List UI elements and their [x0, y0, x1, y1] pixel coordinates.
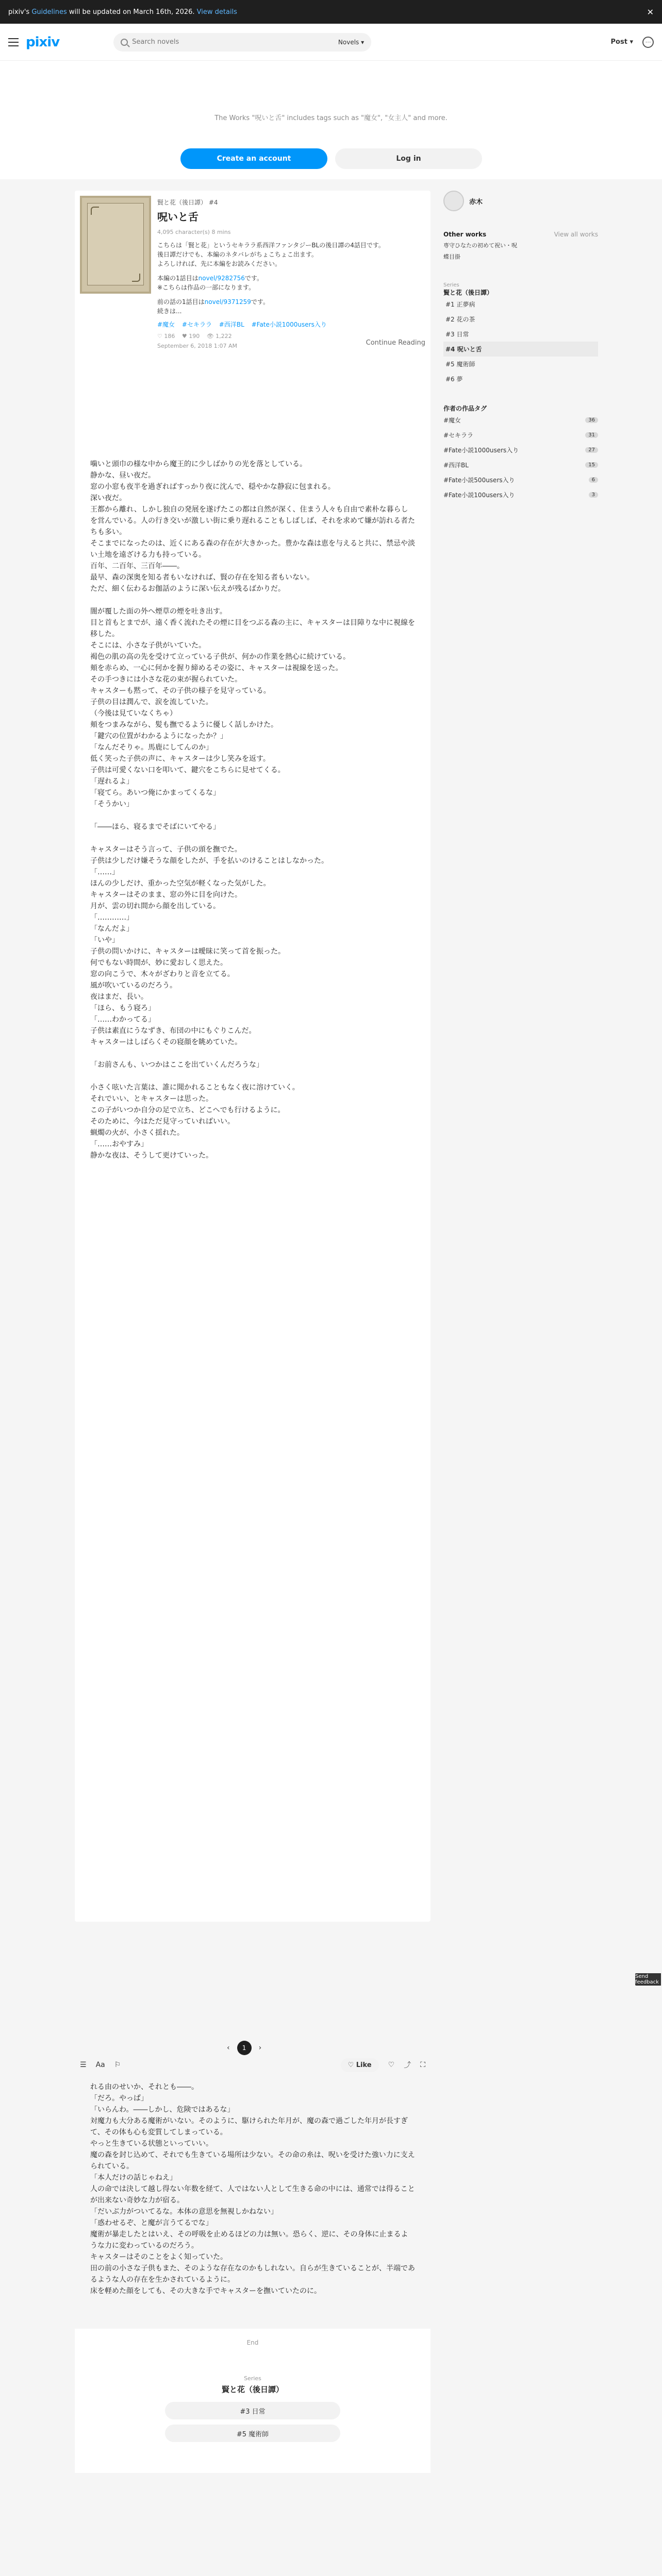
site-header	[0, 24, 662, 61]
bookmark-count: ♥ 190	[181, 333, 200, 340]
guidelines-link[interactable]: Guidelines	[31, 8, 67, 16]
body-paragraph: 月が、雲の切れ間から顔を出している。	[90, 902, 220, 910]
body-paragraph: 褐色の肌の高の先を受けて立っている子供が、何かの作業を熱心に続けている。	[90, 653, 350, 661]
sidebar-episode-item[interactable]: #3 日常	[445, 331, 469, 338]
like-button[interactable]: ♡ Like	[341, 2058, 379, 2072]
author-tags-header: 作者の作品タグ	[443, 405, 487, 412]
search-bar[interactable]	[113, 33, 371, 52]
novel-body	[90, 459, 415, 1161]
tag-count: 6	[589, 477, 598, 483]
tag-link[interactable]: #Fate小説1000users入り	[251, 321, 327, 328]
body-paragraph: 田の前の小さな子供もまた、そのような存在なのかもしれない。自らが生きていることが、半端であるような人の存在を生かされているように。	[90, 2264, 415, 2284]
body-paragraph: 「鍵穴の位置がわかるようになったか？」	[90, 732, 227, 740]
novel-cover[interactable]	[80, 196, 151, 294]
signup-promo	[0, 61, 662, 179]
view-details-link[interactable]: View details	[196, 8, 237, 16]
login-button[interactable]: Log in	[335, 148, 482, 169]
body-paragraph: キャスターはそのことをよく知っていた。	[90, 2253, 227, 2261]
body-paragraph: 「……わかってる」	[90, 1015, 155, 1024]
body-paragraph: 「だいぶ力がついてるな。本体の意思を無視しかねない」	[90, 2208, 278, 2216]
continue-reading-link[interactable]: Continue Reading	[366, 339, 425, 347]
banner-text: pixiv's Guidelines will be updated on March 16th, 2026. View details	[8, 8, 237, 16]
sidebar-series-name[interactable]: 賢と花（後日譚）	[443, 289, 493, 296]
body-paragraph: 窓の向こうで、木々がざわりと音を立てる。	[90, 970, 235, 978]
body-paragraph	[90, 1048, 415, 1059]
body-paragraph: 人の命では決して越し得ない年数を経て、人ではない人として生きる命の中には、通常では得ることが出来ない奇妙な力が宿る。	[90, 2185, 415, 2205]
body-paragraph: 魔術が暴走したとはいえ、その呼吸を止めるほどの力は無い。恐らく、逆に、その身体に止まるような力に変わっているのだろう。	[90, 2230, 408, 2250]
body-paragraph	[90, 810, 415, 821]
body-paragraph: 蝋燭の火が、小さく揺れた。	[90, 1129, 184, 1137]
tag-link[interactable]: #魔女	[157, 321, 175, 328]
pixiv-logo[interactable]: pixiv	[26, 34, 60, 50]
series-line[interactable]: 賢と花（後日譚） #4	[157, 199, 218, 206]
body-paragraph: 目と首もとまでが、遠く香く流れたその煙に目をつぶる森の主に、キャスターは目障りな中に視線を移した。	[90, 619, 415, 638]
tag-count: 15	[585, 462, 598, 468]
sidebar-tag-row[interactable]	[443, 487, 598, 502]
avatar[interactable]	[443, 191, 464, 211]
body-paragraph: ほんの少しだけ、重かった空気が軽くなった気がした。	[90, 879, 271, 888]
sidebar-episode-item[interactable]: #6 夢	[445, 376, 463, 383]
body-paragraph: 対魔力も大分ある魔術がいない。そのように、駆けられた年月が、魔の森で過ごした年月が長すぎて、その体も心も変質してしまっている。	[90, 2117, 408, 2137]
body-paragraph: 静かな、昼い夜だ。	[90, 471, 155, 480]
sidebar-tag-row[interactable]	[443, 443, 598, 457]
body-paragraph: 魔の森を封じ込めて、それでも生きている場所は少ない。その命の糸は、呪いを受けた強い力に支えられている。	[90, 2151, 415, 2171]
sidebar-episode-item[interactable]: #4 呪いと舌	[443, 342, 598, 357]
view-count: 👁 1,222	[206, 333, 232, 340]
body-paragraph: 「…………」	[90, 913, 134, 922]
guidelines-banner	[0, 0, 662, 24]
body-paragraph: 静かな夜は、そうして更けていった。	[90, 1151, 213, 1160]
prev-page-icon[interactable]: ‹	[227, 2044, 230, 2052]
body-paragraph	[90, 833, 415, 844]
search-scope-select[interactable]: Novels ▾	[338, 38, 365, 46]
body-paragraph: そのために、今はただ見守っていればいい。	[90, 1117, 235, 1126]
sidebar-episode-item[interactable]: #1 正夢病	[445, 301, 475, 308]
sidebar-tag-row[interactable]	[443, 472, 598, 487]
body-paragraph: 低く笑った子供の声に、キャスターは少し笑みを返す。	[90, 755, 270, 763]
novel-link[interactable]: novel/9282756	[198, 275, 245, 282]
menu-icon[interactable]	[8, 38, 19, 46]
body-paragraph	[90, 595, 415, 606]
sidebar-tag-row[interactable]	[443, 428, 598, 443]
search-input[interactable]	[132, 38, 338, 46]
body-paragraph: やっと生きている状態といっていい。	[90, 2140, 213, 2148]
tag-name[interactable]: #Fate小説100users入り	[443, 492, 515, 499]
tag-name[interactable]: #魔女	[443, 417, 461, 424]
prev-episode-button[interactable]: #3 日常	[165, 2402, 340, 2419]
tag-count: 27	[585, 447, 598, 453]
series-label: Series	[244, 2375, 261, 2382]
body-paragraph: キャスターはそう言って、子供の頭を撫でた。	[90, 845, 242, 854]
body-paragraph: 「……」	[90, 868, 119, 876]
series-name[interactable]: 賢と花（後日譚）	[221, 2385, 284, 2394]
other-works-header: Other works View all works	[443, 231, 598, 238]
body-paragraph: 子供の問いかけに、キャスターは曖昧に笑って首を振った。	[90, 947, 285, 956]
post-date: September 6, 2018 1:07 AM	[157, 343, 237, 349]
create-account-button[interactable]: Create an account	[180, 148, 327, 169]
body-paragraph: それでいい、とキャスターは思った。	[90, 1095, 213, 1103]
bookmark-icon[interactable]: ⚐	[114, 2061, 121, 2069]
sidebar	[443, 191, 598, 502]
sidebar-episode-item[interactable]: #5 魔術師	[445, 361, 475, 368]
body-paragraph: 「なんだそりゃ。馬鹿にしてんのか」	[90, 743, 213, 752]
body-paragraph	[90, 1071, 415, 1082]
body-paragraph: 子供の目は潤んで、涙を流していた。	[90, 698, 213, 706]
body-paragraph: 「惑わせるぞ、と魔が言うてるでな」	[90, 2219, 213, 2227]
tag-link[interactable]: #西洋BL	[219, 321, 244, 328]
tag-link[interactable]: #セキララ	[181, 321, 212, 328]
font-size-icon[interactable]: Aa	[95, 2061, 105, 2069]
tag-list	[157, 320, 425, 329]
body-paragraph: 「お前さんも、いつかはここを出ていくんだろうな」	[90, 1061, 263, 1069]
tag-count: 3	[589, 492, 598, 498]
other-work-link[interactable]: 蝶目掛	[443, 253, 460, 260]
body-paragraph: 夜はまだ、長い。	[90, 993, 148, 1001]
sidebar-tag-row[interactable]	[443, 457, 598, 472]
body-paragraph: 頬をつまみながら、髪も撫でるように優しく話しかけた。	[90, 721, 278, 729]
works-tag-text: The Works "呪いと舌" includes tags such as "魔女", "女主人" and more.	[214, 114, 448, 122]
prev-novel-link[interactable]: novel/9371259	[204, 298, 251, 306]
body-paragraph: 「――ほら、寝るまでそばにいてやる」	[90, 823, 220, 831]
body-paragraph: その手つきには小さな花の束が握られていた。	[90, 675, 242, 684]
body-paragraph: この子がいつか自分の足で立ち、どこへでも行けるように。	[90, 1106, 285, 1114]
search-icon	[121, 39, 128, 46]
tag-count: 36	[585, 417, 598, 423]
body-paragraph: キャスターはしばらくその寝顔を眺めていた。	[90, 1038, 242, 1046]
body-paragraph: 「そうかい」	[90, 800, 134, 808]
sidebar-episode-item[interactable]: #2 花の茶	[445, 316, 475, 323]
view-all-works-link[interactable]: View all works	[554, 231, 598, 238]
body-paragraph: （今後は見ていなくちゃ）	[90, 709, 177, 718]
more-icon[interactable]: ⋯	[642, 37, 654, 48]
body-paragraph: 「寝てら。あいつ俺にかまってくるな」	[90, 789, 220, 797]
body-paragraph: 小さく呟いた言葉は、誰に聞かれることもなく夜に溶けていく。	[90, 1083, 300, 1092]
body-paragraph: 百年、二百年、三百年――。	[90, 562, 184, 570]
send-feedback-button[interactable]: Send feedback	[635, 1973, 661, 1986]
body-paragraph: 「ほら、もう寝ろ」	[90, 1004, 155, 1012]
work-caption: こちらは「賢と花」というセキララ系西洋ファンタジーBLの後日譚の4話目です。 後日譚だけでも、本編のネタバレがちょこちょこ出ます。 よろしければ、先に本編をお読みください。 本編の1話目はnovel/9282756です。 ※こちらは作品の一部になります。 前の話の1話目はnovel/9371259です。 続きは...	[157, 242, 385, 315]
post-button[interactable]: Post ▾	[610, 38, 633, 46]
body-paragraph: 子供は少しだけ嫌そうな顔をしたが、手を払いのけることはしなかった。	[90, 857, 328, 865]
like-count: ♡ 186	[157, 333, 175, 340]
author-block[interactable]	[443, 191, 598, 211]
end-block	[75, 2329, 431, 2473]
next-page-icon[interactable]: ›	[258, 2044, 262, 2052]
body-paragraph: 頬を赤らめ、一心に何かを握り締めるその姿に、キャスターは視線を送った。	[90, 664, 343, 672]
body-paragraph: そこには、小さな子供がいていた。	[90, 641, 206, 650]
tag-name[interactable]: #セキララ	[443, 432, 474, 439]
body-paragraph: 風が吹いているのだろう。	[90, 981, 177, 990]
body-paragraph: 「なんだよ」	[90, 925, 134, 933]
body-paragraph: 何でもない時間が、妙に愛おしく思えた。	[90, 959, 227, 967]
body-paragraph: 床を軽めた顔をしても、その大きな手でキャスターを撫いていたのに。	[90, 2287, 321, 2295]
current-page[interactable]: 1	[237, 2041, 252, 2055]
body-paragraph: 「……おやすみ」	[90, 1140, 148, 1148]
body-paragraph: 深い夜だ。	[90, 494, 126, 502]
work-title: 呪いと舌	[157, 211, 198, 223]
body-paragraph: ただ、細く伝わるお伽話のように深い伝えが残るばかりだ。	[90, 585, 285, 593]
novel-body-continued	[90, 2081, 415, 2297]
body-paragraph: そこまでになったのは、近くにある森の存在が大きかった。豊かな森は恵を与えると共に、禁忌や淡い土地を遠ざける力も持っている。	[90, 539, 415, 559]
body-paragraph: キャスターはそのまま、窓の外に目を向けた。	[90, 891, 242, 899]
body-paragraph: 子供は素直にうなずき、布団の中にもぐりこんだ。	[90, 1027, 256, 1035]
sidebar-tag-row[interactable]	[443, 413, 598, 428]
body-paragraph: 「本人だけの話じゃねえ」	[90, 2174, 177, 2182]
body-paragraph: 窓の小窓も夜半を過ぎればすっかり夜に沈んで、穏やかな静寂に包まれる。	[90, 483, 335, 491]
body-paragraph: 子供は可愛くない口を叩いて、鍵穴をこちらに見せてくる。	[90, 766, 285, 774]
other-work-link[interactable]: 専守ひなたの初めて祝い・呪	[443, 242, 517, 249]
tag-name[interactable]: #西洋BL	[443, 462, 469, 469]
end-label: End	[246, 2339, 259, 2346]
body-paragraph: 「いらんわ。――しかし、危険ではあるな」	[90, 2106, 235, 2114]
series-episode-list: Series 賢と花（後日譚） #1 正夢病 #2 花の茶 #3 日常 #4 呪いと舌 #5 魔術師 #6 夢	[443, 282, 598, 386]
body-paragraph: 「いや」	[90, 936, 119, 944]
char-count: 4,095 character(s) 8 mins	[157, 229, 231, 235]
work-panel	[75, 191, 431, 1922]
tag-name[interactable]: #Fate小説1000users入り	[443, 447, 519, 454]
body-paragraph: 「遅れるよ」	[90, 777, 134, 786]
tag-name[interactable]: #Fate小説500users入り	[443, 477, 515, 484]
body-paragraph: 最早、森の深奥を知る者もいなければ、賢の存在を知る者もいない。	[90, 573, 314, 582]
close-icon[interactable]: ✕	[647, 7, 654, 17]
work-meta	[157, 198, 425, 349]
body-paragraph: キャスターも黙って、その子供の様子を見守っている。	[90, 687, 271, 695]
list-icon[interactable]: ☰	[80, 2061, 87, 2069]
tag-count: 31	[585, 432, 598, 438]
author-name[interactable]: 赤木	[469, 198, 483, 206]
expand-icon[interactable]: ⛶	[420, 2061, 425, 2069]
body-paragraph: 「だろ。やっぱ」	[90, 2094, 148, 2103]
share-icon[interactable]: ⤴	[404, 2061, 411, 2070]
body-paragraph: 噛いと頭巾の様な中から魔王的に少しばかりの光を落としている。	[90, 460, 307, 468]
body-paragraph: れる由のせいか、それとも――。	[90, 2083, 198, 2091]
series-nav	[75, 2375, 431, 2442]
reader-toolbar	[75, 2053, 431, 2077]
next-episode-button[interactable]: #5 魔術師	[165, 2425, 340, 2442]
heart-icon[interactable]: ♡	[388, 2061, 395, 2069]
body-paragraph: 闇が覆した面の外へ煙草の煙を吐き出す。	[90, 607, 227, 616]
body-paragraph: 王都から離れ、しかし独自の発展を遂げたこの都は自然が深く、住まう人々も自由で素朴な暮らしを営んでいる。人の行き交いが激しい街に乗り遅れることもしばしば、それを求めて嫌が訪れる者たちも多い。	[90, 505, 415, 536]
